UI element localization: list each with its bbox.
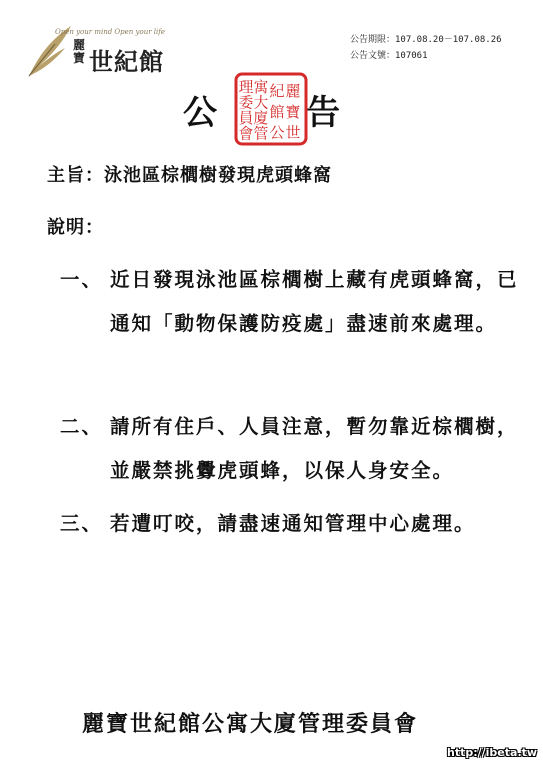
seal-char: 公 — [269, 123, 285, 142]
seal-char: 員 — [238, 110, 254, 128]
item-text: 請所有住戶、人員注意，暫勿靠近棕櫚樹，並嚴禁挑釁虎頭蜂，以保人身安全。 — [110, 415, 519, 482]
seal-char: 寶 — [285, 102, 301, 121]
seal-char: 館 — [269, 102, 285, 121]
seal-char: 世 — [285, 123, 301, 142]
watermark: http://ibeta.tw — [447, 746, 538, 759]
item-number: 二、 — [60, 415, 104, 438]
committee-signature: 麗寶世紀館公寓大廈管理委員會 — [82, 711, 419, 737]
title-char-left: 公 — [183, 93, 217, 133]
explain-label: 說明： — [47, 217, 104, 238]
notice-subject: 主旨：泳池區棕櫚樹發現虎頭蜂窩 — [47, 165, 332, 186]
logo-motto: Open your mind Open your life — [55, 28, 165, 36]
seal-char: 委 — [238, 94, 254, 112]
seal-char: 寓 — [253, 79, 269, 97]
logo — [25, 22, 175, 84]
title-char-right: 告 — [306, 93, 340, 133]
seal-char: 大 — [253, 94, 269, 112]
notice-meta — [350, 32, 502, 64]
item-number: 一、 — [60, 268, 104, 291]
official-seal-stamp — [234, 72, 308, 146]
notice-doc-number: 公告文號：107061 — [350, 51, 428, 61]
item-text: 近日發現泳池區棕櫚樹上藏有虎頭蜂窩，已通知「動物保護防疫處」盡速前來處理。 — [110, 268, 519, 335]
seal-char: 麗 — [285, 82, 301, 101]
logo-name-small: 麗寶 — [72, 38, 85, 65]
seal-char: 紀 — [269, 82, 285, 101]
seal-char: 會 — [238, 125, 254, 143]
notice-period: 公告期限：107.08.20－107.08.26 — [350, 35, 502, 45]
seal-char: 理 — [238, 79, 254, 97]
logo-name-big: 世紀館 — [89, 47, 164, 76]
item-number: 三、 — [60, 512, 104, 535]
seal-char: 廈 — [253, 110, 269, 128]
seal-char: 管 — [253, 125, 269, 143]
item-text: 若遭叮咬，請盡速通知管理中心處理。 — [110, 512, 476, 535]
